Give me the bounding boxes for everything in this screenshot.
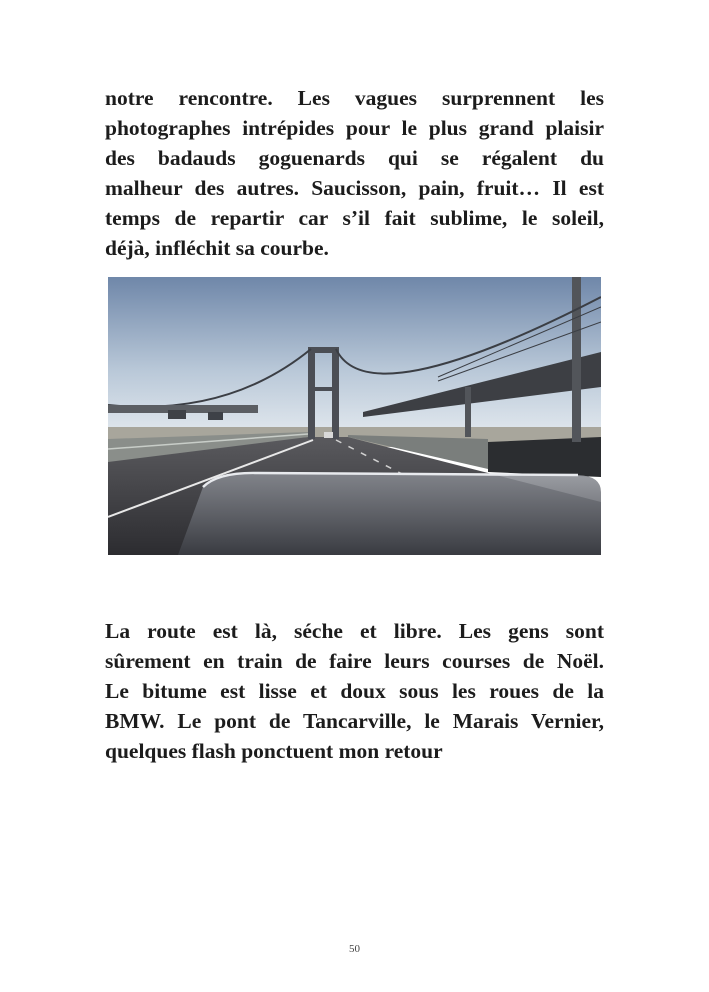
paragraph-2-line: BMW. Le pont de Tancarville, le Marais Vernier, (105, 709, 604, 733)
paragraph-2-line: quelques flash ponctuent mon retour (105, 739, 443, 763)
paragraph-2-line: La route est là, séche et libre. Les gens sont (105, 619, 604, 643)
paragraph-1-line: photographes intrépides pour le plus grand plaisir (105, 116, 604, 140)
paragraph-2 (105, 616, 604, 766)
paragraph-1-line: notre rencontre. Les vagues surprennent les (105, 86, 604, 110)
paragraph-2-line: sûrement en train de faire leurs courses de Noël. (105, 649, 604, 673)
paragraph-2-line: Le bitume est lisse et doux sous les roues de la (105, 679, 604, 703)
paragraph-1-line: déjà, infléchit sa courbe. (105, 236, 329, 260)
bridge-photo (108, 277, 601, 555)
paragraph-1-line: temps de repartir car s’il fait sublime, le soleil, (105, 206, 604, 230)
paragraph-1-line: malheur des autres. Saucisson, pain, fruit… Il est (105, 176, 604, 200)
page-number: 50 (349, 943, 360, 955)
paragraph-1-line: des badauds goguenards qui se régalent du (105, 146, 604, 170)
paragraph-1 (105, 83, 604, 263)
